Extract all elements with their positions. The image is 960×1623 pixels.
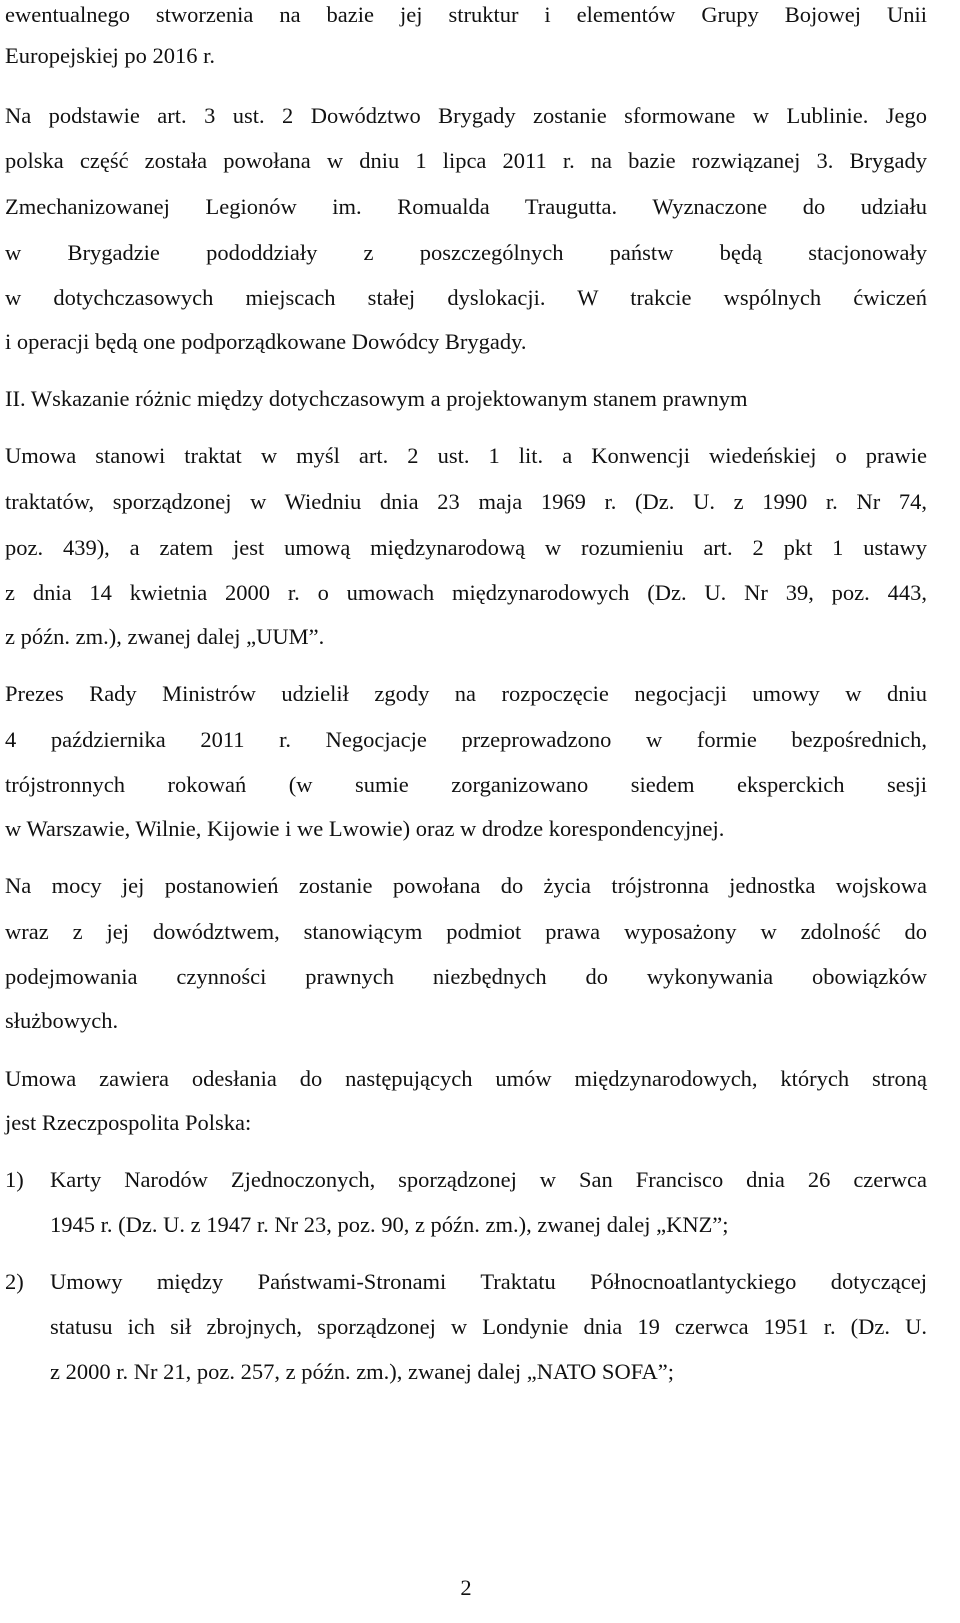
text-line: w dotychczasowych miejscach stałej dyslokacji. W trakcie wspólnych ćwiczeń [5, 285, 927, 310]
text-line: Na podstawie art. 3 ust. 2 Dowództwo Brygady zostanie sformowane w Lublinie. Jego [5, 103, 927, 128]
text-line: z dnia 14 kwietnia 2000 r. o umowach międzynarodowych (Dz. U. Nr 39, poz. 443, [5, 580, 927, 605]
text-line: jest Rzeczpospolita Polska: [5, 1110, 252, 1135]
text-line: traktatów, sporządzonej w Wiedniu dnia 23 maja 1969 r. (Dz. U. z 1990 r. Nr 74, [5, 489, 927, 514]
text-line: Umowa stanowi traktat w myśl art. 2 ust. 1 lit. a Konwencji wiedeńskiej o prawie [5, 443, 927, 468]
text-line: podejmowania czynności prawnych niezbędnych do wykonywania obowiązków [5, 964, 927, 989]
text-line: z 2000 r. Nr 21, poz. 257, z późn. zm.), zwanej dalej „NATO SOFA”; [50, 1359, 675, 1384]
text-line: polska część została powołana w dniu 1 lipca 2011 r. na bazie rozwiązanej 3. Brygady [5, 148, 927, 173]
list-item-number: 2) [5, 1269, 24, 1294]
text-line: Zmechanizowanej Legionów im. Romualda Traugutta. Wyznaczone do udziału [5, 194, 927, 219]
text-line: z późn. zm.), zwanej dalej „UUM”. [5, 624, 325, 649]
text-line: Umowa zawiera odesłania do następujących umów międzynarodowych, których stroną [5, 1066, 927, 1091]
text-line: 1945 r. (Dz. U. z 1947 r. Nr 23, poz. 90, z późn. zm.), zwanej dalej „KNZ”; [50, 1212, 729, 1237]
text-line: ewentualnego stworzenia na bazie jej struktur i elementów Grupy Bojowej Unii [5, 2, 927, 27]
list-item-number: 1) [5, 1167, 24, 1192]
text-line: statusu ich sił zbrojnych, sporządzonej w Londynie dnia 19 czerwca 1951 r. (Dz. U. [50, 1314, 927, 1339]
text-line: poz. 439), a zatem jest umową międzynarodową w rozumieniu art. 2 pkt 1 ustawy [5, 535, 927, 560]
page-number: 2 [460, 1575, 472, 1600]
text-line: Karty Narodów Zjednoczonych, sporządzonej w San Francisco dnia 26 czerwca [50, 1167, 927, 1192]
text-line: wraz z jej dowództwem, stanowiącym podmiot prawa wyposażony w zdolność do [5, 919, 927, 944]
text-line: Prezes Rady Ministrów udzielił zgody na rozpoczęcie negocjacji umowy w dniu [5, 681, 927, 706]
text-line: 4 października 2011 r. Negocjacje przeprowadzono w formie bezpośrednich, [5, 727, 927, 752]
text-line: Umowy między Państwami-Stronami Traktatu Północnoatlantyckiego dotyczącej [50, 1269, 927, 1294]
text-line: Europejskiej po 2016 r. [5, 43, 215, 68]
text-line: służbowych. [5, 1008, 119, 1033]
text-line: i operacji będą one podporządkowane Dowódcy Brygady. [5, 329, 527, 354]
section-heading: II. Wskazanie różnic między dotychczasowym a projektowanym stanem prawnym [5, 386, 748, 411]
text-line: w Brygadzie pododdziały z poszczególnych państw będą stacjonowały [5, 240, 927, 265]
text-line: w Warszawie, Wilnie, Kijowie i we Lwowie) oraz w drodze korespondencyjnej. [5, 816, 725, 841]
text-line: Na mocy jej postanowień zostanie powołana do życia trójstronna jednostka wojskowa [5, 873, 927, 898]
text-line: trójstronnych rokowań (w sumie zorganizowano siedem eksperckich sesji [5, 772, 927, 797]
